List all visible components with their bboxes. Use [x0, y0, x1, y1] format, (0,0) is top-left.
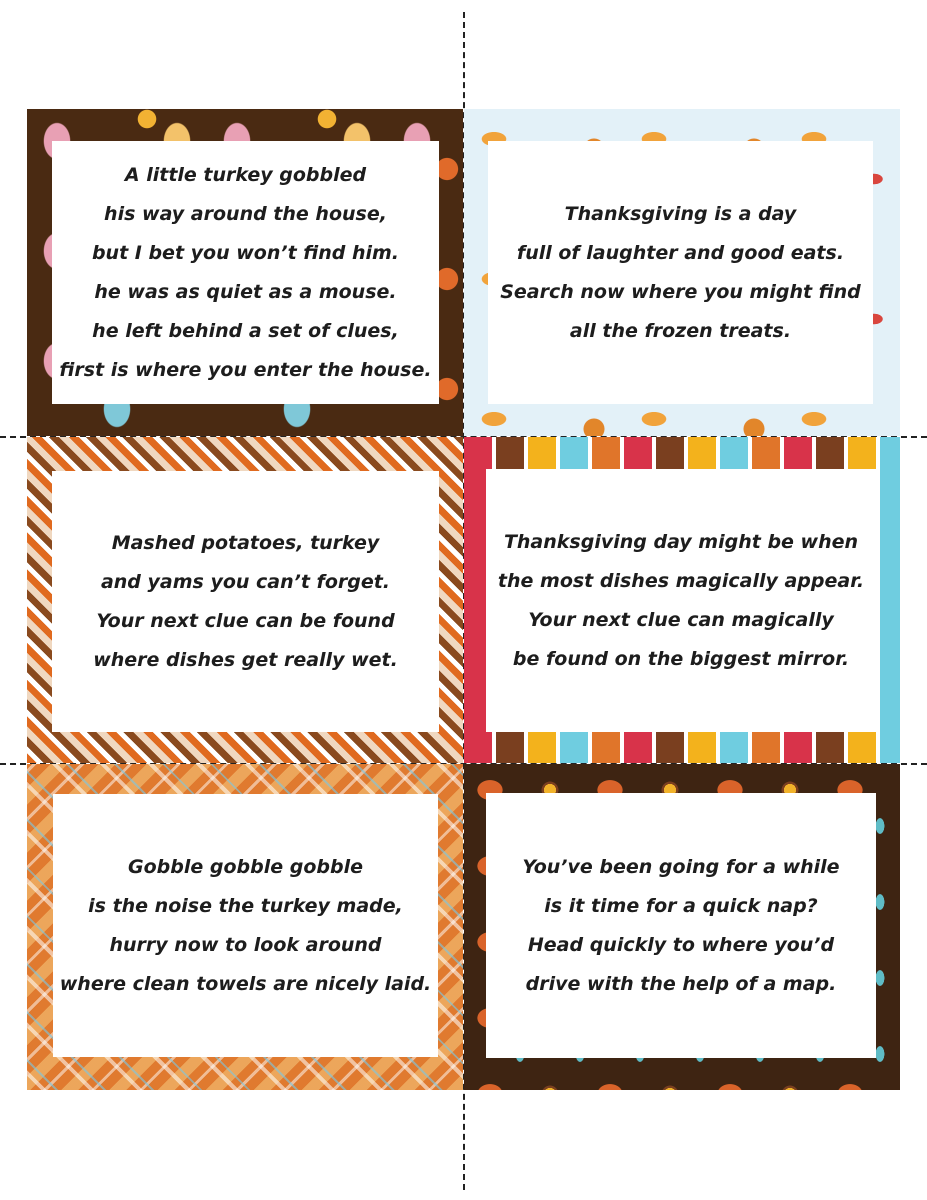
verse-line: full of laughter and good eats.	[516, 241, 845, 264]
clue-card-2	[464, 109, 900, 436]
verse-line: hurry now to look around	[109, 933, 382, 956]
verse-line: Search now where you might find	[500, 280, 861, 303]
verse-line: where clean towels are nicely laid.	[59, 972, 432, 995]
clue-verse	[93, 524, 398, 680]
card-text-panel	[488, 141, 873, 404]
clue-verse	[498, 523, 864, 679]
verse-line: A little turkey gobbled	[124, 163, 367, 186]
card-text-panel	[52, 141, 439, 404]
verse-line: You’ve been going for a while	[522, 855, 840, 878]
verse-line: Mashed potatoes, turkey	[111, 531, 380, 554]
verse-line: he left behind a set of clues,	[92, 319, 399, 342]
verse-line: and yams you can’t forget.	[100, 570, 391, 593]
clue-card-4	[464, 437, 900, 763]
clue-card-5	[27, 764, 463, 1090]
clue-verse	[60, 848, 432, 1004]
verse-line: Gobble gobble gobble	[128, 855, 363, 878]
verse-line: he was as quiet as a mouse.	[94, 280, 397, 303]
clue-card-3	[27, 437, 463, 763]
clue-verse	[59, 156, 431, 390]
verse-line: drive with the help of a map.	[525, 972, 837, 995]
card-text-panel	[486, 793, 876, 1058]
card-text-panel	[486, 469, 876, 732]
verse-line: Your next clue can be found	[96, 609, 395, 632]
verse-line: Head quickly to where you’d	[527, 933, 835, 956]
verse-line: Thanksgiving day might be when	[503, 530, 859, 553]
clue-card-1	[27, 109, 463, 436]
verse-line: all the frozen treats.	[569, 319, 792, 342]
clue-card-6	[464, 764, 900, 1090]
verse-line: the most dishes magically appear.	[497, 569, 865, 592]
verse-line: be found on the biggest mirror.	[512, 647, 850, 670]
verse-line: is it time for a quick nap?	[544, 894, 818, 917]
card-text-panel	[52, 471, 439, 732]
verse-line: Your next clue can magically	[528, 608, 834, 631]
clue-verse	[500, 195, 861, 351]
verse-line: where dishes get really wet.	[93, 648, 398, 671]
verse-line: but I bet you won’t find him.	[91, 241, 400, 264]
card-text-panel	[53, 794, 438, 1057]
verse-line: his way around the house,	[104, 202, 387, 225]
verse-line: Thanksgiving is a day	[564, 202, 797, 225]
verse-line: first is where you enter the house.	[59, 358, 432, 381]
clue-verse	[522, 848, 839, 1004]
verse-line: is the noise the turkey made,	[88, 894, 403, 917]
